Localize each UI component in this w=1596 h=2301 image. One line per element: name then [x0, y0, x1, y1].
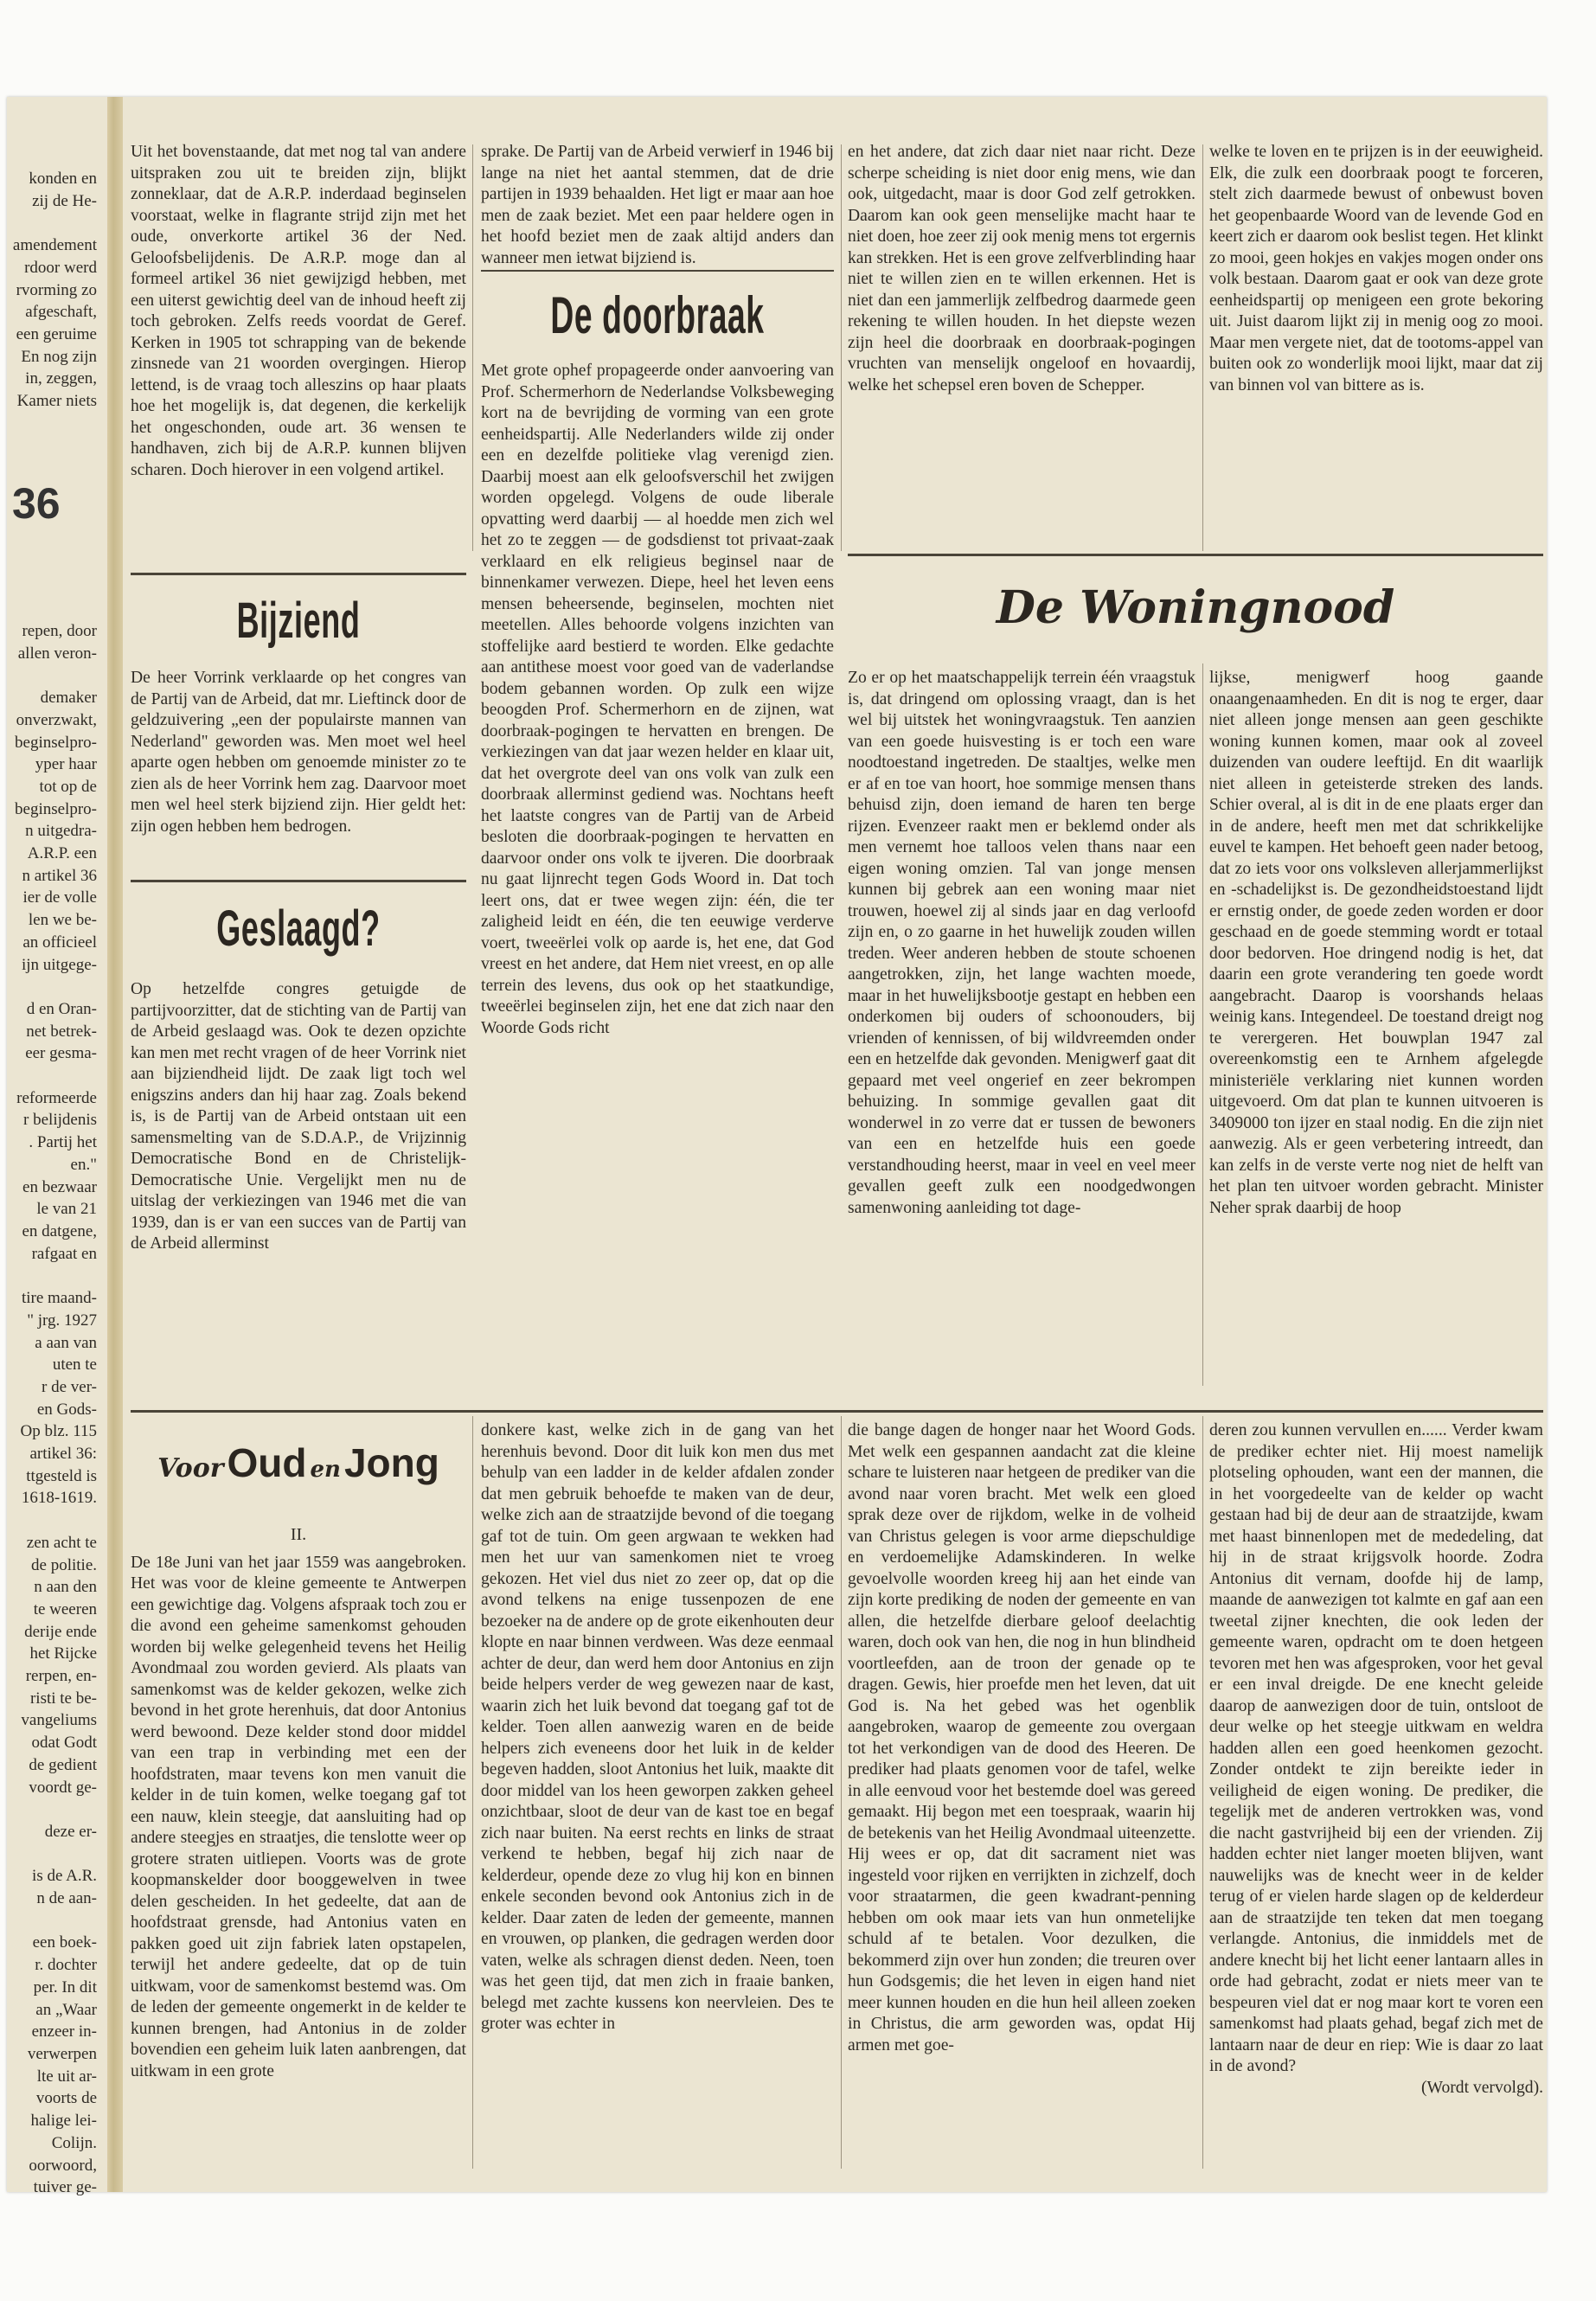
strip-line: n uitgedra-	[25, 822, 97, 841]
strip-line	[0, 212, 97, 234]
strip-line: de gedient	[29, 1755, 97, 1774]
previous-page-strip	[7, 97, 104, 2197]
arp-article-ending: Uit het bovenstaande, dat met nog tal van andere uitspraken zou uit te breiden zijn, blijkt zonneklaar, dat de A.R.P. inderdaad beginselen voorstaat, welke in flagrante strijd zijn met het oude, onverkorte artikel 36 der Ned. Geloofsbelijdenis. De A.R.P. moge dan al formeel artikel 36 niet gewijzigd hebben, met een uiterst gewichtig deel van de inhoud heeft zij toch gebroken. Zelfs reeds voordat de Geref. Kerken in 1905 tot schrapping van de bekende zinsnede van 21 woorden overgingen. Hierop lettend, is de vraag toch alleszins op haar plaats hoe het mogelijk is, dat degenen, die kerkelijk het ongeschonden, oude art. 36 wensen te handhaven, zich bij de A.R.P. kunnen blijven scharen. Doch hierover in een volgend artikel.	[131, 143, 466, 479]
strip-line: reformeerde	[16, 1088, 97, 1107]
strip-line	[0, 664, 97, 687]
strip-line: konden en	[29, 170, 97, 188]
column-4-top	[1209, 142, 1543, 531]
oud-jong-text-b: donkere kast, welke zich in de gang van het herenhuis bevond. Door dit luik kon men dus met behulp van een ladder in de kelder afdalen zonder dat men gebruik behoefde te maken van de deur, welke zich aan de straatzijde bevond of die toegang gaf tot de tuin. Om geen argwaan te wekken had men het uur van samenkomen niet te vroeg gekozen. Het viel dus niet zo zeer op, dat op die avond telkens na enige tussenpozen de ene bezoeker na de andere op de grote eikenhouten deur klopte en naar binnen verdween. Was deze eenmaal achter de deur, dan werd hem door Antonius en zijn beide helpers verder de weg gewezen naar de kast, waarin zich het luik bevond dat toegang gaf tot de kelder. Toen allen aanwezig waren en de beide helpers zich eveneens door het luik in de kelder begeven hadden, sloot Antonius het luik, maakte dit door middel van los heen geworpen zakken geheel onzichtbaar, sloot de deur van de kast toe en begaf zich naar buiten. Na eerst rechts en links de straat verkend te hebben, begaf hij zich naar de kelderdeur, opende deze zo vlug hij kon en binnen enkele seconden bevond ook Antonius zich in de kelder. Daar zaten de leden der gemeente, mannen en vrouwen, op planken, die gedragen werden door vaten, welke als schragen dienst deden. Neen, toen was het geen tijd, dat men zich in fraaie banken, belegd met zachte kussens kon neervleien. Des te groter was echter in	[481, 1421, 835, 2033]
strip-line: en datgene,	[22, 1221, 97, 1240]
strip-line: en."	[70, 1155, 97, 1174]
strip-line: artikel 36:	[29, 1445, 97, 1464]
strip-line	[0, 1265, 97, 1287]
strip-line: " jrg. 1927	[27, 1311, 97, 1330]
strip-line: zij de He-	[32, 191, 97, 210]
woningnood-column-b	[1209, 668, 1543, 1407]
doorbraak-article	[481, 361, 834, 1407]
oud-jong-column-a	[131, 1516, 466, 2182]
strip-line: rerpen, en-	[25, 1667, 97, 1686]
strip-line: Op blz. 115	[20, 1422, 97, 1441]
strip-line: rdoor werd	[24, 258, 97, 277]
strip-line: . Partij het	[29, 1133, 97, 1152]
strip-line: eer gesma-	[25, 1044, 97, 1063]
strip-line: beginselpro-	[15, 733, 97, 752]
strip-line: tuiver ge-	[33, 2178, 97, 2197]
bijziend-text: De heer Vorrink verklaarde op het congres van de Partij van de Arbeid, dat mr. Lieftinck door de geldzuivering „een der populairste mannen van Nederland" geworden was. Men moet wel heel aparte ogen hebben om genoemde minister zo te zien als de heer Vorrink hem zag. Daarvoor moet men wel heel sterk bijziend zijn. Hier geldt het: zijn ogen hebben hem bedrogen.	[131, 669, 466, 836]
strip-line: onverzwakt,	[16, 710, 97, 729]
strip-text-bottom	[0, 620, 97, 2199]
strip-line: demaker	[40, 689, 97, 708]
strip-line: verwerpen	[27, 2045, 97, 2063]
strip-line: vangeliums	[21, 1711, 97, 1730]
strip-line: enzeer in-	[31, 2022, 97, 2041]
strip-line: en Gods-	[36, 1400, 97, 1419]
strip-line: rafgaat en	[31, 1244, 97, 1263]
strip-line: repen, door	[22, 622, 97, 640]
column-1-intro	[131, 142, 466, 566]
strip-line: Kamer niets	[16, 392, 97, 411]
strip-line: risti te be-	[29, 1689, 97, 1708]
strip-line: is de A.R.	[32, 1867, 97, 1886]
section-rule	[131, 573, 466, 575]
page-fold-gutter	[107, 97, 123, 2192]
strip-line: En nog zijn	[21, 347, 97, 366]
strip-line: len we be-	[28, 911, 97, 930]
doorbraak-continued-text: en het andere, dat zich daar niet naar richt. Deze scherpe scheiding is niet door enig mens, wie dan ook, uitgedacht, maar is door God zelf getrokken. Daarom kan ook geen menselijke macht haar te niet doen, hoe zeer zij ook menig mens tot ergernis kan strekken. Het is een grove zelfverblinding haar niet te willen zien en te willen erkennen. Het is niet dan een jammerlijk zelfbedrog daarmede geen rekening te willen houden. In het diepste wezen zijn heel die doorbraak en doorbraak-pogingen vruchten van menselijk ongeloof en hovaardij, welke het schepsel eren boven de Schepper.	[848, 143, 1195, 394]
strip-line: een geruime	[16, 324, 97, 343]
strip-line: afgeschaft,	[25, 303, 97, 322]
strip-line: a aan van	[35, 1333, 97, 1352]
strip-line: n artikel 36	[22, 866, 97, 885]
strip-line	[0, 1509, 97, 1532]
strip-line: n aan den	[34, 1578, 97, 1597]
strip-line: tot op de	[39, 777, 97, 796]
strip-line: voorts de	[35, 2089, 97, 2108]
strip-line: Colijn.	[51, 2133, 97, 2152]
bijziend-article	[131, 668, 466, 884]
woningnood-text-b: lijkse, menigwerf hoog gaande onaangenaamheden. En dit is nog te erger, daar niet alleen jonge mensen aan geen geschikte woning kunnen komen, maar ook al zoveel duizenden van oudere leeftijd. En dit waarlijk niet alleen in geteisterde streken des lands. Schier overal, al is dit in de ene plaats erger dan in de andere, heeft men met dat schrikkelijke euvel te kampen. Het behoeft geen nader betoog, dat zo iets voor ons volksleven allerjammerlijkst en -schadelijkst is. De gezondheidstoestand lijdt er ernstig onder, de goede zeden worden er door geschaad en de goede stemming wordt er totaal door bedorven. Hoe dringend nodig is het, dat daarin een grote verandering ten goede wordt aangebracht. Daarop is voorshands helaas weinig kans. Integendeel. De toestand dreigt nog te verergeren. Het bouwplan 1947 zal overeenkomstig een te Arnhem afgelegde ministeriële verklaring niet kunnen worden uitgevoerd. Om dat plan te kunnen uitvoeren is 3409000 ton ijzer en staal nodig. En die zijn niet aanwezig. Als er geen verbetering intreedt, dan kan zelfs in de verste verte nog niet de helft van het plan ten uitvoer worden gebracht. Minister Neher sprak daarbij de hoop	[1209, 669, 1543, 1217]
strip-line: derije ende	[24, 1622, 97, 1641]
section-rule	[848, 554, 1543, 556]
column-3-top	[848, 142, 1195, 531]
geslaagd-continued-text: sprake. De Partij van de Arbeid verwierf in 1946 bij lange na niet het aantal stemmen, dat de drie partijen in 1939 behaalden. Het ligt er maar aan hoe men de zaak beziet. Met een paar heldere ogen in het hoofd beziet men de zaak altijd anders dan wanneer men ietwat bijziend is.	[481, 143, 834, 267]
strip-line: per. In dit	[33, 1977, 97, 1997]
strip-line: tire maand-	[21, 1289, 97, 1308]
strip-line: halige lei-	[30, 2112, 97, 2131]
strip-line: ijn uitgege-	[21, 955, 97, 974]
strip-line: A.R.P. een	[27, 844, 97, 863]
strip-line: allen veron-	[17, 644, 97, 663]
strip-line: lte uit ar-	[36, 2067, 97, 2086]
strip-line: amendement	[12, 236, 97, 255]
strip-line: de politie.	[31, 1555, 97, 1574]
strip-line: beginselpro-	[15, 799, 97, 818]
heading-geslaagd: Geslaagd?	[216, 901, 381, 957]
oud-jong-column-c	[848, 1420, 1195, 2182]
strip-line: het Rijcke	[29, 1644, 97, 1663]
heading-bijziend: Bijziend	[236, 593, 361, 649]
heading-jong: Jong	[343, 1440, 439, 1485]
heading-oud: Oud	[227, 1440, 307, 1485]
strip-line: an „Waar	[35, 2000, 97, 2019]
heading-woningnood: De Woningnood	[996, 581, 1395, 634]
strip-line: oorwoord,	[29, 2156, 97, 2175]
strip-line: 1618-1619.	[21, 1489, 97, 1508]
strip-line: rvorming zo	[16, 280, 97, 299]
strip-line	[0, 976, 97, 998]
oud-jong-text-a: De 18e Juni van het jaar 1559 was aangebroken. Het was voor de kleine gemeente te Antwerpen een gewichtige dag. Volgens afspraak toch zou er die avond een geheime samenkomst gehouden worden bij welke gelegenheid tevens het Heilig Avondmaal zou worden gevierd. Als plaats van samenkomst was de kelder gekozen, welke zich bevond in het grote herenhuis, dat door Antonius werd bewoond. Deze kelder stond door middel van een trap in verbinding met een der hoofdstraten, maar tevens kon men vanuit die kelder in de tuin komen, welke toegang gaf tot een nauw, klein steegje, dat aansluiting had op andere steegjes en straatjes, die tenslotte weer op grotere straten uitliepen. Voorts was de grote koopmanskelder door booggewelven in twee delen gescheiden. In het gedeelte, dat aan de hoofdstraat grensde, had Antonius vaten en pakken goed uit zijn fabriek laten opstapelen, terwijl het andere gedeelte, dat op de tuin uitkwam, voor de samenkomst bestemd was. Om de leden der gemeente ongemerkt in de kelder te kunnen brengen, had Antonius in de zolder bovendien een geheim luik laten aanbrengen, dat uitkwam in een grote	[131, 1553, 466, 2080]
strip-line: d en Oran-	[26, 999, 97, 1018]
strip-line: en bezwaar	[22, 1177, 97, 1196]
oud-jong-column-d	[1209, 1420, 1543, 2182]
strip-line	[0, 1843, 97, 1866]
newspaper-page	[7, 97, 1547, 2197]
heading-voor: Voor	[157, 1453, 224, 1484]
geslaagd-text: Op hetzelfde congres getuigde de partijvoorzitter, dat de stichting van de Partij van de Arbeid geslaagd was. Ook te dezen opzichte kan men met recht vragen of de heer Vorrink niet aan bijziendheid lijdt. De zaak ligt toch wel enigszins anders dan hij haar zag. Zoals bekend is, is de Partij van de Arbeid ontstaan uit een samensmelting van de S.D.A.P., de Vrijzinnig Democratische Bond en de Christelijk-Democratische Unie. Vergelijkt men nu de uitslag der verkiezingen van 1946 met die van 1939, dan is er van een succes van de Partij van de Arbeid allerminst	[131, 980, 466, 1253]
strip-line: an officieel	[22, 933, 97, 952]
strip-line: n de aan-	[36, 1889, 97, 1908]
heading-voor-oud-en-jong	[131, 1439, 466, 1486]
strip-line: le van 21	[36, 1200, 97, 1219]
strip-line: voordt ge-	[29, 1778, 97, 1797]
woningnood-text-a: Zo er op het maatschappelijk terrein één vraagstuk is, dat dringend om oplossing vraagt, dan is het wel bij uitstek het woningvraagstuk. Ten aanzien van een goede huisvesting is er toch een ware noodtoestand ingetreden. De staaltjes, welke men er af en toe van hoort, hoe sommige mensen thans behuisd zijn, doen iemand de haren ten berge rijzen. Evenzeer raakt men er beklemd onder als men vernemt hoe talloos velen thans naar een eigen woning omzien. Tal van jonge mensen kunnen bij gebrek aan een woning maar niet trouwen, hoewel zij al sinds jaar en dag verloofd zijn en, o zo gaarne in het huwelijk zouden willen treden. Weer anderen hebben de stoute schoenen aangetrokken, zijn, het lange wachten moede, maar in het huwelijksbootje gestapt en hebben een onderkomen bij ouders of schoonouders, bij vrienden of kennissen, of bij wildvreemden onder een en hetzelfde dak gevonden. Menigwerf gaat dit gepaard met veel ongerief en zeer bekrompen behuizing. In sommige gevallen gaat dit wonderwel in zo verre dat er tussen de bewoners van een en hetzelfde huis een goede verstandhouding heerst, maar in veel en veel meer gevallen geeft zulk een noodgedwongen samenwoning aanleiding tot dage-	[848, 669, 1195, 1217]
strip-line	[0, 1910, 97, 1932]
column-2-top	[481, 142, 834, 267]
strip-line: r belijdenis	[23, 1111, 97, 1130]
to-be-continued: (Wordt vervolgd).	[1421, 2078, 1543, 2097]
heading-doorbraak: De doorbraak	[550, 286, 765, 344]
strip-line: r de ver-	[42, 1377, 97, 1396]
strip-text-top	[0, 168, 97, 413]
oud-jong-text-c: die bange dagen de honger naar het Woord Gods. Met welk een gespannen aandacht zat die kleine schare te luisteren naar hetgeen de prediker van die avond naar voren bracht. Met welk een gloed sprak deze over de rijkdom, welke in de volheid van Christus gelegen is voor arme diepschuldige en verdoemelijke Adamskinderen. In welke gevoelvolle woorden kreeg hij aan het einde van zijn korte prediking de noden der gemeente en van allen, die hetzelfde dierbare geloof deelachtig waren, doch ook van hen, die nog in hun blindheid voortleefden, aan de troon der genade op te dragen. Gewis, hier proefde men het leven, dat uit God is. Na het gebed was het ogenblik aangebroken, waarop de gemeente zou overgaan tot het verkondigen van de dood des Heeren. De prediker had plaats genomen voor de tafel, welke in alle eenvoud voor het bestemde doel was gereed gemaakt. Hij begon met een toespraak, waarin hij de betekenis van het Heilig Avondmaal uiteenzette. Hij wees er op, dat dit sacrament niet was ingesteld voor rijken en verrijkten in zichzelf, doch voor straatarmen, die geen kwadrant-penning hebben om ook maar iets van hun onmetelijke schuld af te betalen. Voor dezulken, die bekommerd zijn over hun zonden; die treuren over hun Godsgemis; die het leven in eigen hand niet meer kunnen houden en die hun heil alleen zoeken in Christus, die arm geworden was, opdat Hij armen met goe-	[848, 1421, 1195, 2054]
strip-line: r. dochter	[35, 1956, 97, 1975]
strip-line: deze er-	[44, 1822, 97, 1841]
woningnood-column-a	[848, 668, 1195, 1407]
oud-jong-column-b	[481, 1420, 834, 2182]
strip-line: zen acht te	[26, 1533, 97, 1552]
heading-en: en	[310, 1457, 341, 1483]
strip-line: uten te	[52, 1356, 97, 1375]
strip-line: net betrek-	[26, 1022, 97, 1041]
doorbraak-text: Met grote ophef propageerde onder aanvoering van Prof. Schermerhorn de Nederlandse Volksbeweging kort na de bevrijding de vorming van een grote eenheidspartij. Alle Nederlanders wilde zij onder een en dezelfde politieke vlag verenigd zien. Daarbij moest aan elk geloofsverschil het zwijgen worden opgelegd. Volgens de oude liberale opvatting werd daarbij — al hoedde men zich wel het zo te zeggen — de godsdienst tot privaat-zaak verklaard en elk religieus beginsel naar de binnenkamer verwezen. Diepe, heel het leven eens mensen beheersende, beginselen, mochten niet meetellen. Alles behoorde volgens inzichten van stoffelijke aard bestierd te worden. Elke gedachte aan antithese moest voor goed van de vaderlandse bodem gebannen worden. Op zulk een wijze beoogden Prof. Schermerhorn en de zijnen, wat doorbraak-pogingen te hervatten en brengen. De verkiezingen van dat jaar wezen helder en klaar uit, dat het overgrote deel van ons volk van zulk een doorbraak allerminst gediend was. Nochtans heeft het laatste congres van de Partij van de Arbeid besloten die doorbraak-pogingen te hervatten en daarvoor onder ons volk te ijveren. Die doorbraak nu gaat lijnrecht tegen Gods Woord in. Dat toch leert ons, dat er twee wegen zijn: één, die ter zaligheid leidt en één, die ten eeuwige verderve voert, tweeërlei volk op aarde is, het ene, dat God vreest en het andere, dat Hem niet vreest, en op alle terrein des levens, dus ook op het staatkundige, tweeërlei beginselen zijn, het ene dat zich naar den Woorde Gods richt	[481, 362, 834, 1037]
section-rule	[131, 880, 466, 882]
doorbraak-ending-text: welke te loven en te prijzen is in der eeuwigheid. Elk, die zulk een doorbraak poogt te forceren, stelt zich daarmede bewust of onbewust boven het geopenbaarde Woord van de levende God en keert zich er daarom ook beslist tegen. Het klinkt zo mooi, geen hokjes en vakjes mogen onder ons volk bestaan. Daarom gaat er ook van deze grote eenheidspartij op menigeen een grote bekoring uit. Juist daarom lijkt zij in menig oog zo mooi. Maar men vergete niet, dat de tootoms-appel van buiten ook zo wonderlijk mooi lijkt, maar dat zij van binnen vol van bittere as is.	[1209, 143, 1543, 394]
geslaagd-article	[131, 979, 466, 1405]
strip-line: in, zeggen,	[25, 369, 97, 388]
strip-line: te weeren	[33, 1599, 97, 1618]
section-rule	[131, 1410, 1543, 1413]
strip-line	[0, 1065, 97, 1087]
strip-line: ttgesteld is	[26, 1466, 97, 1485]
strip-line	[0, 1798, 97, 1821]
strip-line: een boek-	[32, 1933, 97, 1952]
strip-line: yper haar	[35, 755, 97, 774]
section-rule	[481, 270, 834, 272]
strip-line: odat Godt	[31, 1734, 97, 1753]
strip-article-number: 36	[12, 479, 61, 528]
strip-line: ier de volle	[22, 888, 97, 907]
oud-jong-text-d: deren zou kunnen vervullen en...... Verder kwam de prediker echter niet. Hij moest namelijk plotseling ophouden, want een der mannen, die in het voorgedeelte van de kelder op wacht gestaan had bij de deur aan de straatzijde, kwam met haast binnenlopen met de mededeling, dat hij in de straat krijgsvolk hoorde. Zodra Antonius dit vernam, doofde hij de lamp, maande de aanwezigen tot kalmte en gaf aan een tweetal zijner knechten, die ook leden der gemeente waren, opdracht om te doen hetgeen tevoren met hen was afgesproken, voor het geval er een inval dreigde. De ene knecht geleide daarop de aanwezigen door de tuin, ontsloot de deur welke op het steegje uitkwam en weldra hadden allen een goed heenkomen gezocht. Zonder ontdekt te zijn bereikte ieder in veiligheid de eigen woning. De prediker, die tegelijk met de anderen vertrokken was, vond die nacht gastvrijheid bij een der vrienden. Zij hadden echter niet langer moeten blijven, want nauwelijks was de knecht weer in de kelder terug of er vielen harde slagen op de kelderdeur aan de straatzijde ten teken dat men toegang verlangde. Antonius, die inmiddels met de andere knecht bij het licht eener lantaarn alles in orde had gebracht, zodat er niets meer van te bespeuren viel dat er nog maar kort te voren een samenkomst had plaats gehad, begaf zich met de lantaarn naar de deur en riep: Wie is daar zo laat in de avond?	[1209, 1421, 1543, 2075]
part-number: II.	[290, 1525, 307, 1544]
